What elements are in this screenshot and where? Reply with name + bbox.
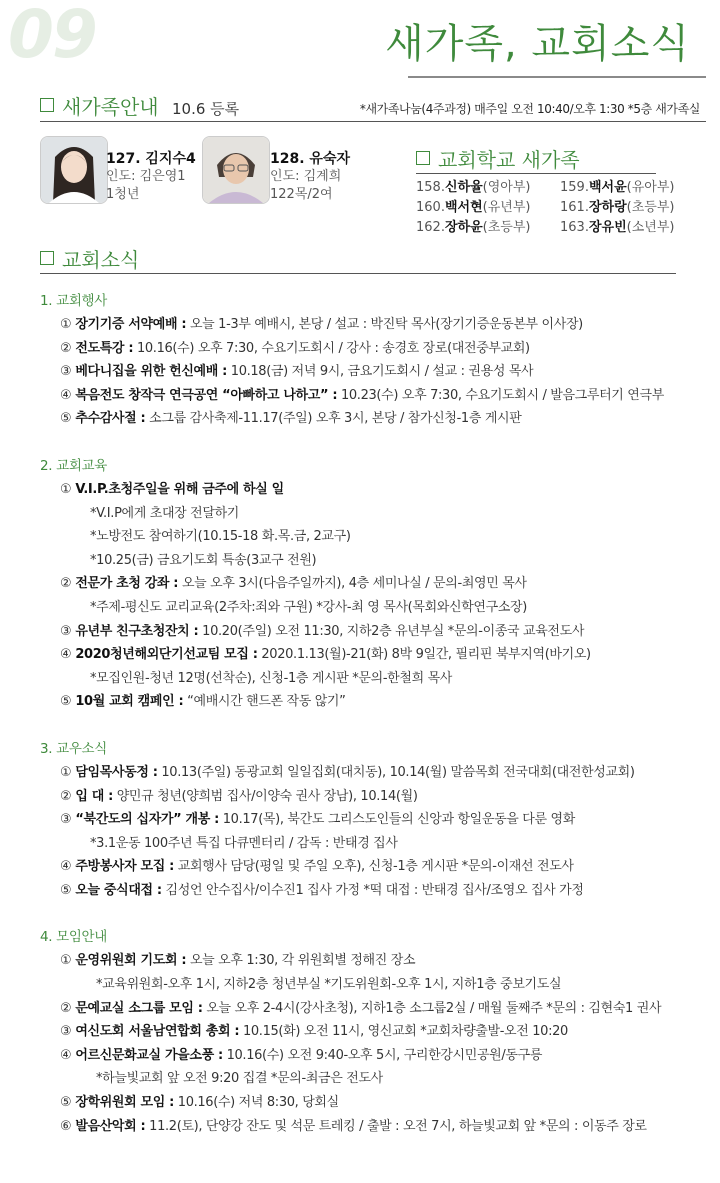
- news-item: [40, 313, 712, 337]
- item-number: ③: [60, 1024, 72, 1040]
- item-heading: 유년부 친구초청잔치 :: [75, 623, 199, 639]
- item-number: ①: [60, 317, 72, 332]
- news-item-detail: [40, 549, 712, 573]
- student-name: 백서윤: [588, 180, 627, 195]
- student-name: 신하율: [444, 180, 483, 195]
- page-number: 09: [8, 0, 96, 73]
- news-item: [40, 949, 712, 973]
- person-guide: 인도: 김은영1: [106, 169, 186, 184]
- news-item: [40, 997, 712, 1021]
- section-title: 3. 교우소식: [40, 740, 107, 757]
- section-spacer: [40, 714, 712, 737]
- registration-date: 10.6 등록: [172, 100, 240, 118]
- student-name: 장유빈: [588, 220, 627, 235]
- item-heading: 운영위원회 기도회 :: [75, 953, 187, 969]
- new-family-person: [106, 150, 196, 204]
- news-item-detail: [40, 973, 712, 997]
- news-item: [40, 478, 712, 502]
- new-family-person: [270, 150, 350, 204]
- item-text: 교회행사 담당(평일 및 주일 오후), 신청-1층 게시판 *문의-이재선 전도사: [173, 859, 574, 875]
- item-text: 오늘 1-3부 예배시, 본당 / 설교 : 박진탁 목사(장기기증운동본부 이사장): [186, 317, 583, 332]
- new-family-divider: [40, 121, 706, 122]
- item-text: 김성언 안수집사/이수진1 집사 가정 *떡 대접 : 반태경 집사/조영오 집사 가정: [161, 882, 584, 898]
- item-text: 양민규 청년(양희범 집사/이양숙 권사 장남), 10.14(월): [112, 788, 418, 804]
- item-heading: 주방봉사자 모집 :: [75, 859, 174, 875]
- school-student: [416, 178, 560, 198]
- news-item: [40, 643, 712, 667]
- item-heading: V.I.P.초청주일을 위해 금주에 하실 일: [75, 481, 284, 497]
- news-item: [40, 1115, 712, 1139]
- item-text: *모집인원-청년 12명(선착순), 신청-1층 게시판 *문의-한철희 목사: [90, 670, 453, 686]
- school-header-label: 교회학교 새가족: [438, 148, 580, 172]
- news-item: [40, 761, 712, 785]
- item-text: 10.23(수) 오후 7:30, 수요기도회시 / 발음그루터기 연극부: [337, 387, 664, 403]
- school-student: [416, 218, 560, 238]
- item-text: 10.17(목), 북간도 그리스도인들의 신앙과 항일운동을 다룬 영화: [218, 812, 575, 828]
- item-heading: 장기기증 서약예배 :: [75, 317, 187, 332]
- student-department: (영아부): [482, 180, 531, 195]
- item-text: “예배시간 핸드폰 작동 않기”: [183, 694, 346, 710]
- item-text: *주제-평신도 교리교육(2주차:죄와 구원) *강사-최 영 목사(목회와신학연구소장): [90, 599, 527, 615]
- item-text: 10.20(주일) 오전 11:30, 지하2층 유년부실 *문의-이종국 교육전도사: [198, 623, 585, 639]
- school-student: [560, 198, 704, 218]
- item-text: *노방전도 참여하기(10.15-18 화.목.금, 2교구): [90, 529, 351, 545]
- item-number: ⑤: [60, 1095, 72, 1111]
- person-name: 127. 김지수4: [106, 151, 196, 167]
- item-number: ⑤: [60, 882, 72, 898]
- student-department: (초등부): [482, 220, 531, 235]
- item-number: ⑤: [60, 694, 72, 710]
- student-number: 158.: [416, 180, 445, 195]
- section-title: 4. 모임안내: [40, 929, 107, 946]
- student-name: 장하윤: [444, 220, 483, 235]
- news-item: [40, 337, 712, 361]
- item-number: ④: [60, 1047, 72, 1063]
- item-number: ①: [60, 764, 72, 780]
- item-number: ①: [60, 481, 72, 497]
- news-item: [40, 1020, 712, 1044]
- item-number: ③: [60, 812, 72, 828]
- item-number: ②: [60, 788, 72, 804]
- item-number: ②: [60, 1000, 72, 1016]
- news-item: [40, 855, 712, 879]
- person-photo-image: [41, 137, 107, 203]
- item-heading: “북간도의 십자가” 개봉 :: [75, 812, 219, 828]
- person-photo: [40, 136, 108, 204]
- news-item-detail: [40, 667, 712, 691]
- school-student: [560, 218, 704, 238]
- school-row: [416, 218, 704, 238]
- item-text: 오늘 오후 2-4시(강사초청), 지하1층 소그룹2실 / 매월 둘째주 *문의 : 김현숙1 권사: [202, 1000, 662, 1016]
- news-item: [40, 360, 712, 384]
- item-text: 오늘 오후 1:30, 각 위원회별 정해진 장소: [186, 953, 416, 969]
- item-heading: 입 대 :: [75, 788, 113, 804]
- item-text: 10.15(화) 오전 11시, 영신교회 *교회차량출발-오전 10:20: [239, 1024, 568, 1040]
- item-heading: 문예교실 소그룹 모임 :: [75, 1000, 203, 1016]
- person-guide: 인도: 김계희: [270, 169, 342, 184]
- item-heading: 여신도회 서울남연합회 총회 :: [75, 1024, 240, 1040]
- student-department: (소년부): [626, 220, 675, 235]
- item-number: ⑤: [60, 411, 72, 427]
- student-department: (유년부): [482, 200, 531, 215]
- person-photo-image: [203, 137, 269, 203]
- school-student: [560, 178, 704, 198]
- item-number: ③: [60, 364, 72, 380]
- item-heading: 어르신문화교실 가을소풍 :: [75, 1047, 223, 1063]
- item-number: ②: [60, 576, 72, 592]
- news-item: [40, 879, 712, 903]
- school-new-family-list: [416, 178, 704, 238]
- news-item: [40, 690, 712, 714]
- section-spacer: [40, 431, 712, 454]
- title-divider: [408, 76, 706, 78]
- church-news-divider: [40, 273, 676, 274]
- school-new-family-header: [416, 150, 580, 170]
- item-text: 오늘 오후 3시(다음주일까지), 4층 세미나실 / 문의-최영민 목사: [178, 576, 527, 592]
- person-group: 122목/2여: [270, 187, 333, 202]
- item-text: *V.I.P에게 초대장 전달하기: [90, 505, 239, 521]
- student-number: 160.: [416, 200, 445, 215]
- church-news-header: [40, 250, 139, 270]
- school-student: [416, 198, 560, 218]
- student-name: 백서현: [444, 200, 483, 215]
- item-text: 소그룹 감사축제-11.17(주일) 오후 3시, 본당 / 참가신청-1층 게시판: [145, 411, 522, 427]
- student-department: (초등부): [626, 200, 675, 215]
- item-heading: 전문가 초청 강좌 :: [75, 576, 179, 592]
- news-item: [40, 384, 712, 408]
- item-text: *교육위원회-오후 1시, 지하2층 청년부실 *기도위원회-오후 1시, 지하1층 중보기도실: [96, 977, 562, 993]
- item-number: ②: [60, 340, 72, 356]
- item-heading: 2020청년해외단기선교팀 모집 :: [75, 647, 258, 663]
- school-row: [416, 198, 704, 218]
- news-item-detail: [40, 502, 712, 526]
- item-text: 10.18(금) 저녁 9시, 금요기도회시 / 설교 : 권용성 목사: [226, 364, 534, 380]
- item-heading: 담임목사동정 :: [75, 764, 158, 780]
- student-department: (유아부): [626, 180, 675, 195]
- page-title: 새가족, 교회소식: [385, 21, 690, 67]
- item-number: ④: [60, 647, 72, 663]
- item-heading: 10월 교회 캠페인 :: [75, 694, 184, 710]
- item-text: 11.2(토), 단양강 잔도 및 석문 트레킹 / 출발 : 오전 7시, 하늘빛교회 앞 *문의 : 이동주 장로: [145, 1118, 647, 1134]
- item-heading: 전도특강 :: [75, 340, 134, 356]
- item-number: ⑥: [60, 1118, 72, 1134]
- person-group: 1청년: [106, 187, 140, 202]
- checkbox-square-icon: [40, 98, 54, 112]
- school-row: [416, 178, 704, 198]
- item-heading: 오늘 중식대접 :: [75, 882, 162, 898]
- section-title: 2. 교회교육: [40, 457, 107, 474]
- item-text: 10.16(수) 오후 7:30, 수요기도회시 / 강사 : 송경호 장로(대전중부교회): [133, 340, 530, 356]
- student-number: 162.: [416, 220, 445, 235]
- item-text: 10.16(수) 저녁 8:30, 당회실: [173, 1095, 339, 1111]
- news-item: [40, 620, 712, 644]
- item-number: ④: [60, 387, 72, 403]
- person-photo: [202, 136, 270, 204]
- item-number: ③: [60, 623, 72, 639]
- news-item: [40, 407, 712, 431]
- student-number: 161.: [560, 200, 589, 215]
- news-item: [40, 808, 712, 832]
- checkbox-square-icon: [40, 251, 54, 265]
- news-item-detail: [40, 1067, 712, 1091]
- item-text: *하늘빛교회 앞 오전 9:20 집결 *문의-최금은 전도사: [96, 1071, 383, 1087]
- school-divider: [416, 173, 656, 174]
- news-item-detail: [40, 525, 712, 549]
- item-number: ④: [60, 859, 72, 875]
- church-news-content: [40, 289, 712, 1138]
- new-family-header: [40, 97, 159, 117]
- news-item: [40, 572, 712, 596]
- news-item: [40, 785, 712, 809]
- student-number: 163.: [560, 220, 589, 235]
- section-title: 1. 교회행사: [40, 293, 107, 309]
- news-item: [40, 1091, 712, 1115]
- person-name: 128. 유숙자: [270, 151, 350, 167]
- item-heading: 복음전도 창작극 연극공연 “아빠하고 나하고” :: [75, 387, 338, 403]
- item-text: *3.1운동 100주년 특집 다큐멘터리 / 감독 : 반태경 집사: [90, 835, 398, 851]
- item-text: 10.16(수) 오전 9:40-오후 5시, 구리한강시민공원/동구릉: [222, 1047, 543, 1063]
- item-heading: 장학위원회 모임 :: [75, 1095, 174, 1111]
- item-text: *10.25(금) 금요기도회 특송(3교구 전원): [90, 552, 317, 568]
- checkbox-square-icon: [416, 151, 430, 165]
- news-item-detail: [40, 596, 712, 620]
- church-news-header-label: 교회소식: [62, 248, 140, 272]
- student-number: 159.: [560, 180, 589, 195]
- new-family-notice: *새가족나눔(4주과정) 매주일 오전 10:40/오후 1:30 *5층 새가족실: [359, 102, 700, 116]
- section-spacer: [40, 902, 712, 925]
- item-text: 10.13(주일) 동광교회 일일집회(대치동), 10.14(월) 말씀목회 전국대회(대전한성교회): [157, 764, 635, 780]
- news-item: [40, 1044, 712, 1068]
- item-text: 2020.1.13(월)-21(화) 8박 9일간, 필리핀 북부지역(바기오): [257, 647, 591, 663]
- item-heading: 베다니집을 위한 헌신예배 :: [75, 364, 227, 380]
- item-heading: 추수감사절 :: [75, 411, 146, 427]
- new-family-header-label: 새가족안내: [62, 95, 159, 119]
- student-name: 장하랑: [588, 200, 627, 215]
- item-heading: 발음산악회 :: [75, 1118, 146, 1134]
- news-item-detail: [40, 832, 712, 856]
- item-number: ①: [60, 953, 72, 969]
